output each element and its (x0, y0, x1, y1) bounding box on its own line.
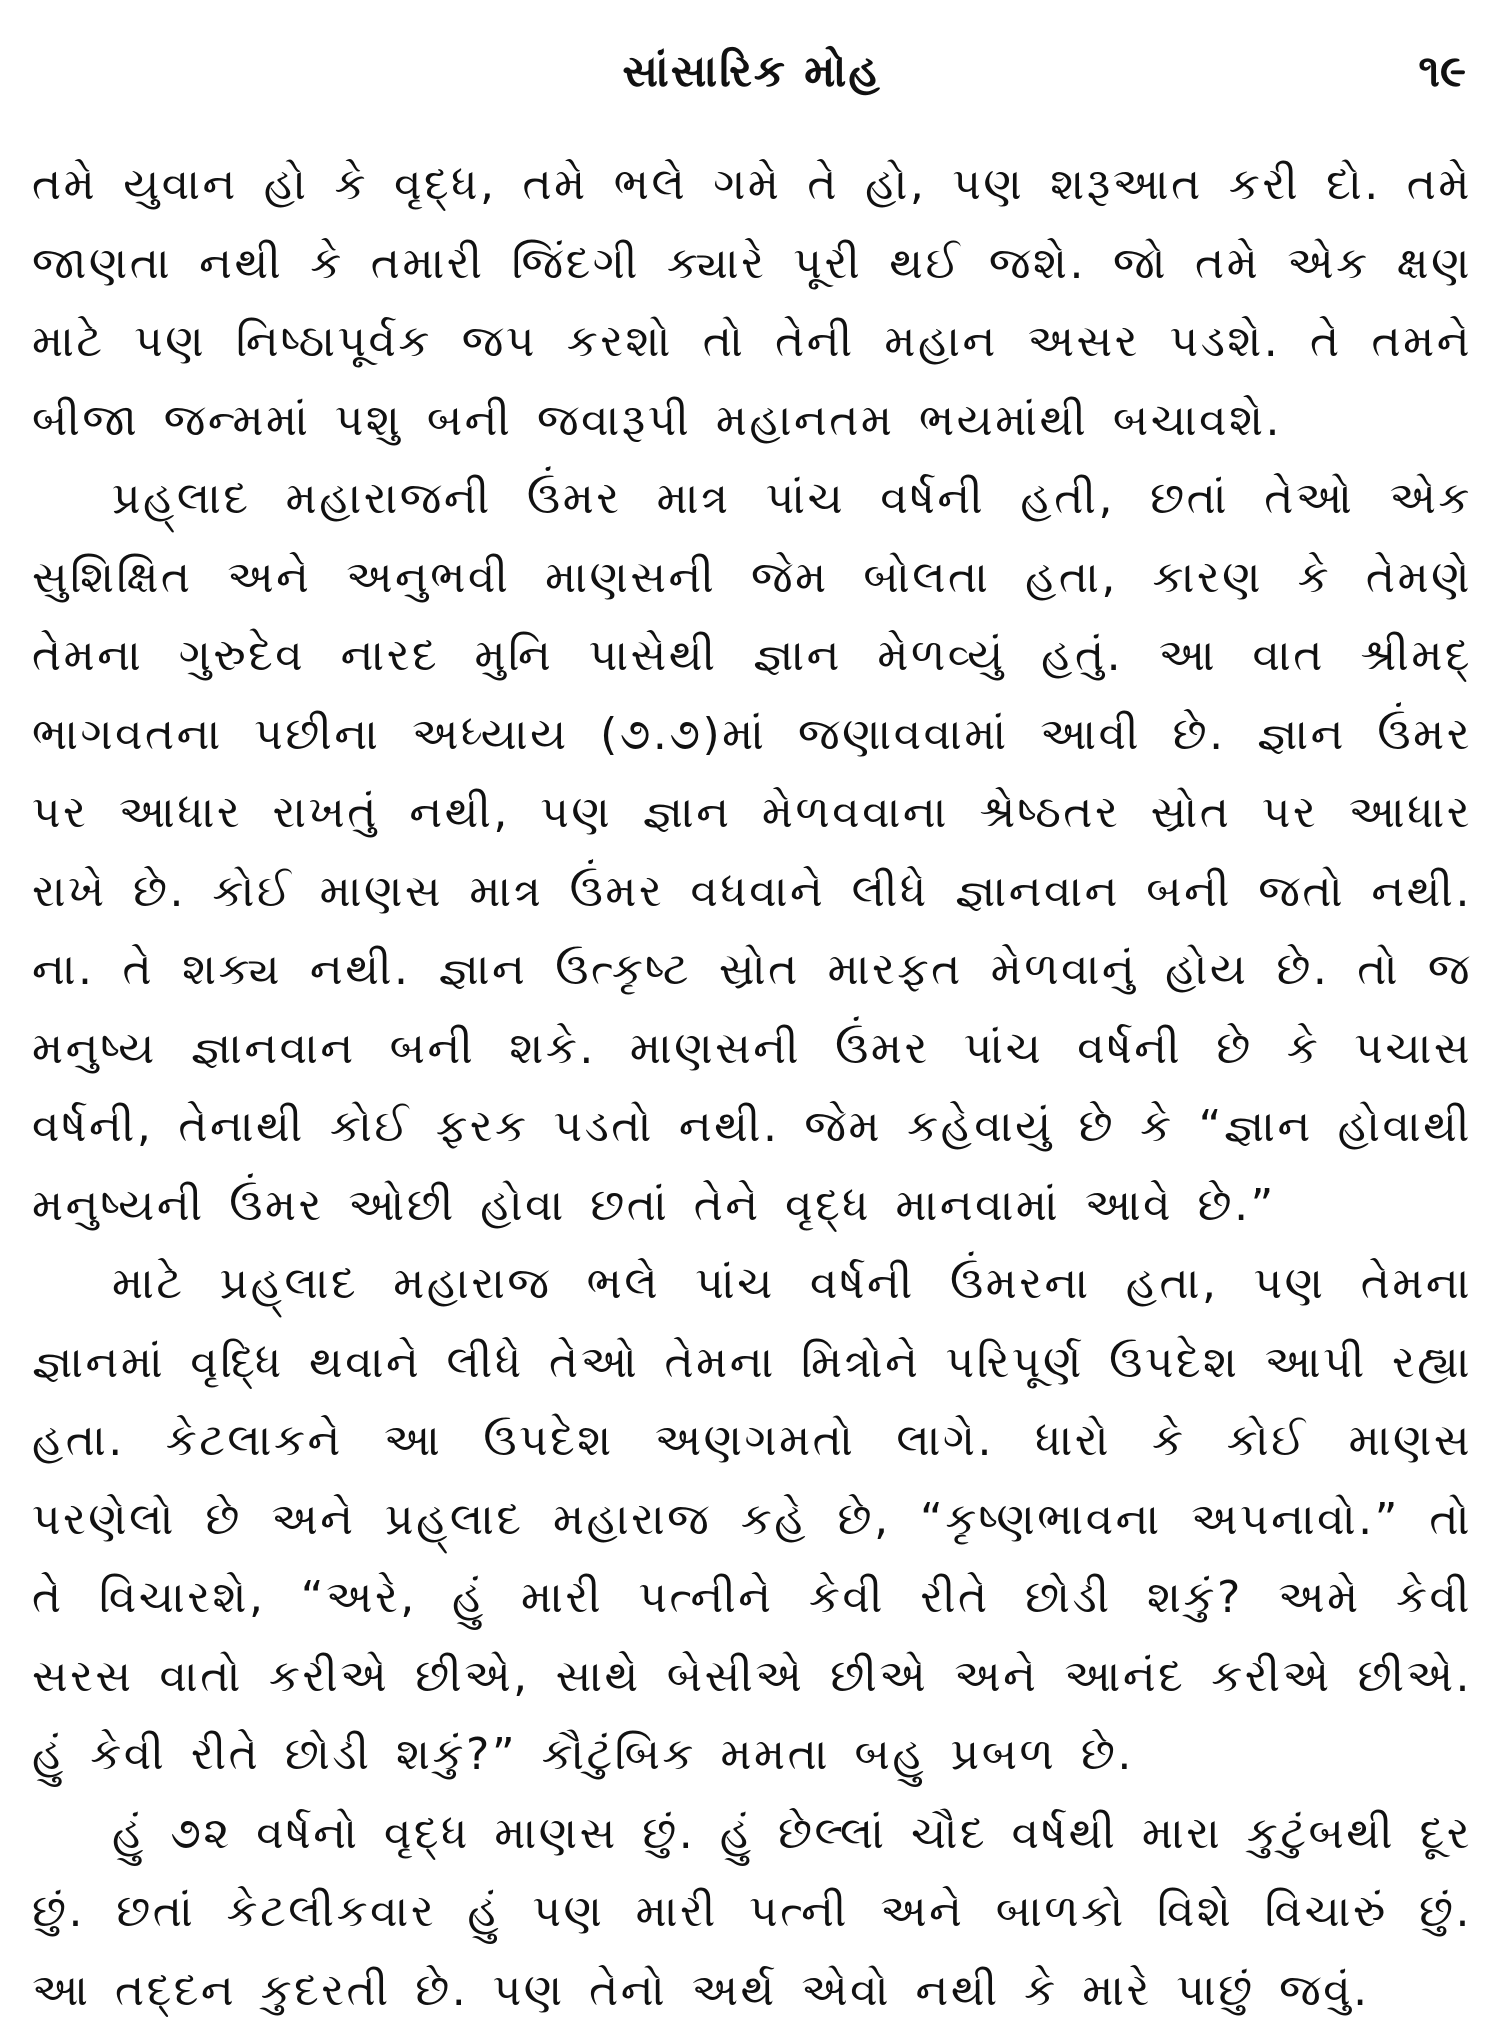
page-number: ૧૯ (1418, 46, 1466, 97)
paragraph-3: માટે પ્રહ્‌લાદ મહારાજ ભલે પાંચ વર્ષની ઉંમરના હતા, પણ તેમના જ્ઞાનમાં વૃદ્ધિ થવાને લીધે તેઓ તેમના મિત્રોને પરિપૂર્ણ ઉપદેશ આપી રહ્યા હતા. કેટલાકને આ ઉપદેશ અણગમતો લાગે. ધારો કે કોઈ માણસ પરણેલો છે અને પ્રહ્‌લાદ મહારાજ કહે છે, “કૃષ્ણભાવના અપનાવો.” તો તે વિચારશે, “અરે, હું મારી પત્નીને કેવી રીતે છોડી શકું? અમે કેવી સરસ વાતો કરીએ છીએ, સાથે બેસીએ છીએ અને આનંદ કરીએ છીએ. હું કેવી રીતે છોડી શકું?” કૌટુંબિક મમતા બહુ પ્રબળ છે. (32, 1245, 1472, 1795)
paragraph-4: હું ૭૨ વર્ષનો વૃદ્ધ માણસ છું. હું છેલ્લાં ચૌદ વર્ષથી મારા કુટુંબથી દૂર છું. છતાં કેટલીકવાર હું પણ મારી પત્ની અને બાળકો વિશે વિચારું છું. આ તદ્દન કુદરતી છે. પણ તેનો અર્થ એવો નથી કે મારે પાછું જવું. (32, 1795, 1472, 2030)
book-page (32, 28, 1472, 1978)
paragraph-2: પ્રહ્‌લાદ મહારાજની ઉંમર માત્ર પાંચ વર્ષની હતી, છતાં તેઓ એક સુશિક્ષિત અને અનુભવી માણસની જેમ બોલતા હતા, કારણ કે તેમણે તેમના ગુરુદેવ નારદ મુનિ પાસેથી જ્ઞાન મેળવ્યું હતું. આ વાત શ્રીમદ્ ભાગવતના પછીના અધ્યાય (૭.૭)માં જણાવવામાં આવી છે. જ્ઞાન ઉંમર પર આધાર રાખતું નથી, પણ જ્ઞાન મેળવવાના શ્રેષ્ઠતર સ્રોત પર આધાર રાખે છે. કોઈ માણસ માત્ર ઉંમર વધવાને લીધે જ્ઞાનવાન બની જતો નથી. ના. તે શક્ય નથી. જ્ઞાન ઉત્કૃષ્ટ સ્રોત મારફત મેળવાનું હોય છે. તો જ મનુષ્ય જ્ઞાનવાન બની શકે. માણસની ઉંમર પાંચ વર્ષની છે કે પચાસ વર્ષની, તેનાથી કોઈ ફરક પડતો નથી. જેમ કહેવાયું છે કે “જ્ઞાન હોવાથી મનુષ્યની ઉંમર ઓછી હોવા છતાં તેને વૃદ્ધ માનવામાં આવે છે.” (32, 460, 1472, 1245)
paragraph-1: તમે યુવાન હો કે વૃદ્ધ, તમે ભલે ગમે તે હો, પણ શરૂઆત કરી દો. તમે જાણતા નથી કે તમારી જિંદગી ક્યારે પૂરી થઈ જશે. જો તમે એક ક્ષણ માટે પણ નિષ્ઠાપૂર્વક જપ કરશો તો તેની મહાન અસર પડશે. તે તમને બીજા જન્મમાં પશુ બની જવારૂપી મહાનતમ ભયમાંથી બચાવશે. (32, 146, 1472, 460)
chapter-title: સાંસારિક મોહ (32, 46, 1472, 97)
running-header (32, 28, 1472, 118)
body-text (32, 146, 1472, 2030)
